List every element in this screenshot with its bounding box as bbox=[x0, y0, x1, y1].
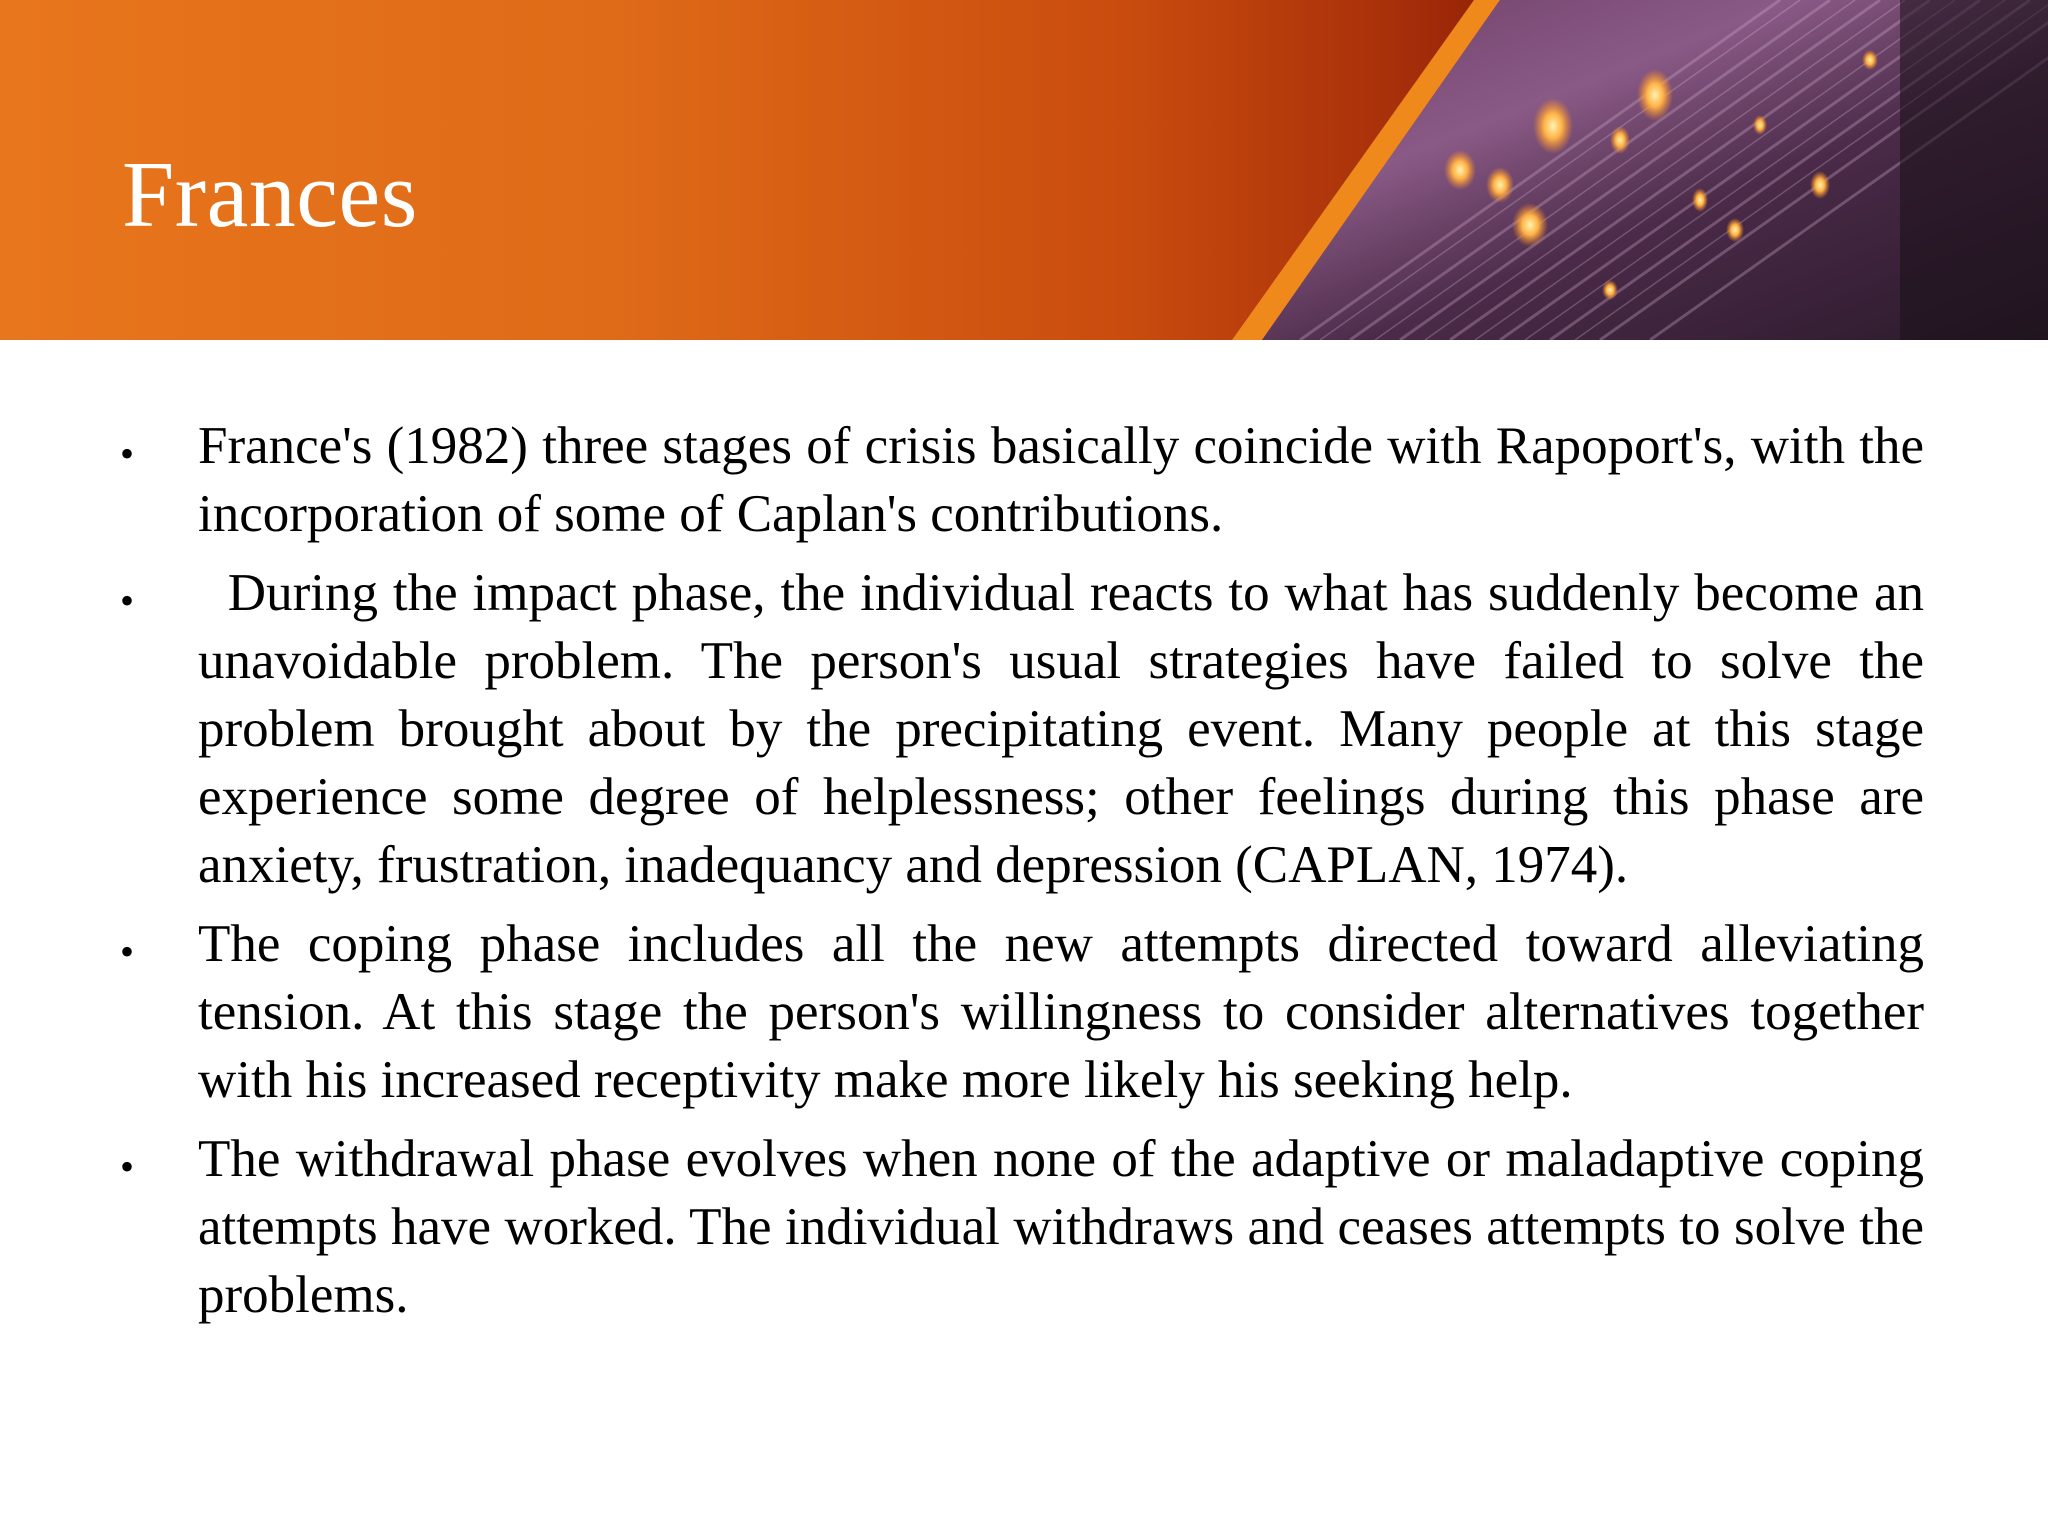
bullet-text: During the impact phase, the individual reacts to what has suddenly become an unavoidable problem. The person's usual strategies have failed to solve the problem brought about by the precipitating event. Many people at this stage experience some degree of helplessness; other feelings during this phase are anxiety, frustration, inadequancy and depression (CAPLAN, 1974). bbox=[198, 564, 1924, 894]
bullet-list bbox=[0, 412, 2048, 1329]
slide-title: Frances bbox=[122, 143, 418, 247]
bullet-text: France's (1982) three stages of crisis basically coincide with Rapoport's, with the incorporation of some of Caplan's contributions. bbox=[198, 417, 1924, 543]
list-item bbox=[0, 559, 1924, 899]
bullet-text: The coping phase includes all the new attempts directed toward alleviating tension. At this stage the person's willingness to consider alternatives together with his increased receptivity make more likely his seeking help. bbox=[198, 915, 1924, 1109]
slide-body bbox=[0, 412, 2048, 1340]
list-item bbox=[0, 1125, 1924, 1329]
bullet-icon: • bbox=[120, 578, 135, 623]
bullet-text: The withdrawal phase evolves when none of the adaptive or maladaptive coping attempts have worked. The individual withdraws and ceases attempts to solve the problems. bbox=[198, 1130, 1924, 1324]
slide-header bbox=[0, 0, 2048, 340]
bullet-icon: • bbox=[120, 431, 135, 476]
list-item bbox=[0, 412, 1924, 548]
bullet-icon: • bbox=[120, 1144, 135, 1189]
list-item bbox=[0, 910, 1924, 1114]
bullet-icon: • bbox=[120, 929, 135, 974]
